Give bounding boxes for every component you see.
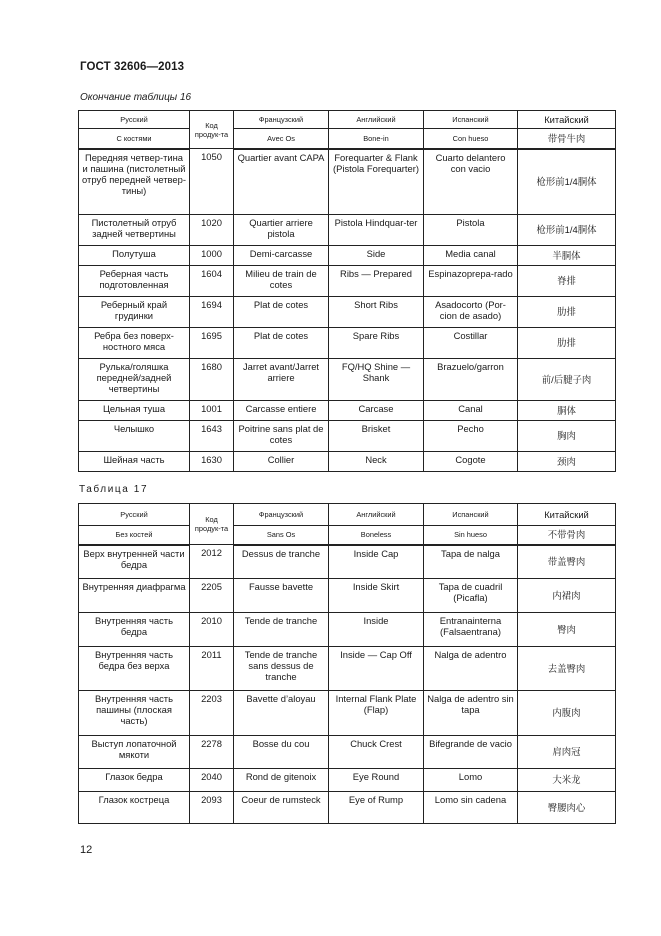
cell-code: 2011 <box>190 647 234 691</box>
cell-code: 2093 <box>190 792 234 824</box>
col-french-header: Французский <box>234 111 329 129</box>
table-row <box>79 545 616 579</box>
cell-english: Chuck Crest <box>329 736 424 769</box>
subheader-spanish: Sin hueso <box>424 526 518 545</box>
col-english-header: Английский <box>329 111 424 129</box>
cell-russian: Передняя четвер-тина и пашина (пистолетный отруб передней четвер-тины) <box>79 149 190 215</box>
cell-chinese: 肩肉冠 <box>518 736 616 769</box>
subheader-chinese: 带骨牛肉 <box>518 129 616 149</box>
cell-spanish: Entranainterna (Falsaentrana) <box>424 613 518 647</box>
table-subheader-row <box>79 129 616 149</box>
col-russian-header: Русский <box>79 111 190 129</box>
cell-english: Spare Ribs <box>329 328 424 359</box>
cell-chinese: 胸肉 <box>518 421 616 452</box>
cell-russian: Рулька/голяшка передней/задней четвертины <box>79 359 190 401</box>
cell-english: Neck <box>329 452 424 472</box>
cell-english: Eye Round <box>329 769 424 792</box>
table-row <box>79 297 616 328</box>
cell-french: Bavette d’aloyau <box>234 691 329 736</box>
cell-chinese: 脊排 <box>518 266 616 297</box>
cell-spanish: Lomo sin cadena <box>424 792 518 824</box>
cell-chinese: 去盖臀肉 <box>518 647 616 691</box>
cell-code: 2205 <box>190 579 234 613</box>
table-row <box>79 215 616 246</box>
cell-spanish: Tapa de nalga <box>424 545 518 579</box>
cell-chinese: 内腹肉 <box>518 691 616 736</box>
cell-code: 2278 <box>190 736 234 769</box>
cell-spanish: Cogote <box>424 452 518 472</box>
cell-code: 1694 <box>190 297 234 328</box>
table-row <box>79 149 616 215</box>
cell-russian: Шейная часть <box>79 452 190 472</box>
cell-french: Carcasse entiere <box>234 401 329 421</box>
cell-english: Carcase <box>329 401 424 421</box>
cell-chinese: 枪形前1/4胴体 <box>518 149 616 215</box>
col-french-header: Французский <box>234 504 329 526</box>
cell-chinese: 肋排 <box>518 297 616 328</box>
cell-spanish: Brazuelo/garron <box>424 359 518 401</box>
cell-spanish: Pecho <box>424 421 518 452</box>
table-row <box>79 613 616 647</box>
cell-russian: Глазок костреца <box>79 792 190 824</box>
cell-english: FQ/HQ Shine — Shank <box>329 359 424 401</box>
cell-russian: Ребра без поверх-ностного мяса <box>79 328 190 359</box>
subheader-spanish: Con hueso <box>424 129 518 149</box>
table-row <box>79 736 616 769</box>
cell-code: 2040 <box>190 769 234 792</box>
cell-russian: Внутренняя часть бедра без верха <box>79 647 190 691</box>
cell-chinese: 大米龙 <box>518 769 616 792</box>
col-russian-header: Русский <box>79 504 190 526</box>
table-row <box>79 769 616 792</box>
subheader-french: Sans Os <box>234 526 329 545</box>
subheader-english: Bone-in <box>329 129 424 149</box>
cell-spanish: Nalga de adentro sin tapa <box>424 691 518 736</box>
cell-french: Milieu de train de cotes <box>234 266 329 297</box>
cell-spanish: Tapa de cuadril (Picafla) <box>424 579 518 613</box>
cell-russian: Реберная часть подготовленная <box>79 266 190 297</box>
cell-russian: Выступ лопаточной мякоти <box>79 736 190 769</box>
cell-chinese: 半胴体 <box>518 246 616 266</box>
cell-chinese: 颈肉 <box>518 452 616 472</box>
cell-french: Demi-carcasse <box>234 246 329 266</box>
table-header-row <box>79 111 616 129</box>
cell-french: Tende de tranche sans dessus de tranche <box>234 647 329 691</box>
cell-spanish: Costillar <box>424 328 518 359</box>
cell-french: Tende de tranche <box>234 613 329 647</box>
subheader-french: Avec Os <box>234 129 329 149</box>
col-spanish-header: Испанский <box>424 111 518 129</box>
cell-french: Rond de gitenoix <box>234 769 329 792</box>
cell-chinese: 肋排 <box>518 328 616 359</box>
cell-spanish: Pistola <box>424 215 518 246</box>
cell-spanish: Nalga de adentro <box>424 647 518 691</box>
cell-chinese: 前/后腱子肉 <box>518 359 616 401</box>
subheader-russian: Без костей <box>79 526 190 545</box>
col-code-header: Код продук-та <box>190 504 234 545</box>
table-header-row <box>79 504 616 526</box>
table-row <box>79 792 616 824</box>
table-17 <box>78 503 616 824</box>
cell-code: 1630 <box>190 452 234 472</box>
table17-caption: Таблица 17 <box>79 484 149 495</box>
cell-chinese: 臀腰肉心 <box>518 792 616 824</box>
cell-russian: Верх внутренней части бедра <box>79 545 190 579</box>
table-row <box>79 401 616 421</box>
table-row <box>79 647 616 691</box>
cell-chinese: 带盖臀肉 <box>518 545 616 579</box>
page-number: 12 <box>80 844 93 856</box>
table-row <box>79 266 616 297</box>
col-chinese-header: Китайский <box>518 504 616 526</box>
cell-french: Bosse du cou <box>234 736 329 769</box>
cell-spanish: Espinazoprepa-rado <box>424 266 518 297</box>
cell-french: Quartier arriere pistola <box>234 215 329 246</box>
cell-french: Coeur de rumsteck <box>234 792 329 824</box>
cell-french: Poitrine sans plat de cotes <box>234 421 329 452</box>
table-row <box>79 246 616 266</box>
cell-russian: Глазок бедра <box>79 769 190 792</box>
cell-english: Side <box>329 246 424 266</box>
table-row <box>79 691 616 736</box>
cell-english: Inside Cap <box>329 545 424 579</box>
cell-chinese: 臀肉 <box>518 613 616 647</box>
table-row <box>79 421 616 452</box>
cell-english: Pistola Hindquar-ter <box>329 215 424 246</box>
cell-russian: Цельная туша <box>79 401 190 421</box>
cell-spanish: Bifegrande de vacio <box>424 736 518 769</box>
subheader-russian: С костями <box>79 129 190 149</box>
table-row <box>79 452 616 472</box>
cell-code: 1695 <box>190 328 234 359</box>
cell-french: Fausse bavette <box>234 579 329 613</box>
cell-code: 2012 <box>190 545 234 579</box>
cell-russian: Внутренняя часть бедра <box>79 613 190 647</box>
cell-french: Collier <box>234 452 329 472</box>
cell-spanish: Asadocorto (Por-cion de asado) <box>424 297 518 328</box>
cell-spanish: Canal <box>424 401 518 421</box>
cell-chinese: 内裙肉 <box>518 579 616 613</box>
cell-french: Quartier avant CAPA <box>234 149 329 215</box>
cell-code: 1020 <box>190 215 234 246</box>
cell-russian: Пистолетный отруб задней четвертины <box>79 215 190 246</box>
table-subheader-row <box>79 526 616 545</box>
subheader-chinese: 不带骨肉 <box>518 526 616 545</box>
cell-russian: Внутренняя часть пашины (плоская часть) <box>79 691 190 736</box>
table-16 <box>78 110 616 472</box>
table-row <box>79 328 616 359</box>
col-chinese-header: Китайский <box>518 111 616 129</box>
cell-spanish: Cuarto delantero con vacio <box>424 149 518 215</box>
cell-english: Inside <box>329 613 424 647</box>
cell-code: 1604 <box>190 266 234 297</box>
cell-english: Short Ribs <box>329 297 424 328</box>
cell-code: 1643 <box>190 421 234 452</box>
cell-english: Ribs — Prepared <box>329 266 424 297</box>
cell-russian: Полутуша <box>79 246 190 266</box>
cell-russian: Челышко <box>79 421 190 452</box>
cell-code: 1050 <box>190 149 234 215</box>
cell-code: 1000 <box>190 246 234 266</box>
table-row <box>79 579 616 613</box>
cell-english: Brisket <box>329 421 424 452</box>
document-standard-header: ГОСТ 32606—2013 <box>80 61 185 73</box>
cell-spanish: Lomo <box>424 769 518 792</box>
cell-french: Dessus de tranche <box>234 545 329 579</box>
cell-russian: Внутренняя диафрагма <box>79 579 190 613</box>
cell-english: Inside — Cap Off <box>329 647 424 691</box>
col-spanish-header: Испанский <box>424 504 518 526</box>
cell-russian: Реберный край грудинки <box>79 297 190 328</box>
cell-french: Plat de cotes <box>234 297 329 328</box>
cell-french: Plat de cotes <box>234 328 329 359</box>
table16-caption: Окончание таблицы 16 <box>80 92 192 103</box>
subheader-english: Boneless <box>329 526 424 545</box>
cell-english: Eye of Rump <box>329 792 424 824</box>
cell-code: 2203 <box>190 691 234 736</box>
col-english-header: Английский <box>329 504 424 526</box>
cell-chinese: 枪形前1/4胴体 <box>518 215 616 246</box>
cell-english: Internal Flank Plate (Flap) <box>329 691 424 736</box>
cell-french: Jarret avant/Jarret arriere <box>234 359 329 401</box>
cell-code: 1001 <box>190 401 234 421</box>
col-code-header: Код продук-та <box>190 111 234 149</box>
cell-chinese: 胴体 <box>518 401 616 421</box>
cell-spanish: Media canal <box>424 246 518 266</box>
cell-english: Forequarter & Flank (Pistola Forequarter) <box>329 149 424 215</box>
cell-code: 1680 <box>190 359 234 401</box>
cell-code: 2010 <box>190 613 234 647</box>
cell-english: Inside Skirt <box>329 579 424 613</box>
table-row <box>79 359 616 401</box>
